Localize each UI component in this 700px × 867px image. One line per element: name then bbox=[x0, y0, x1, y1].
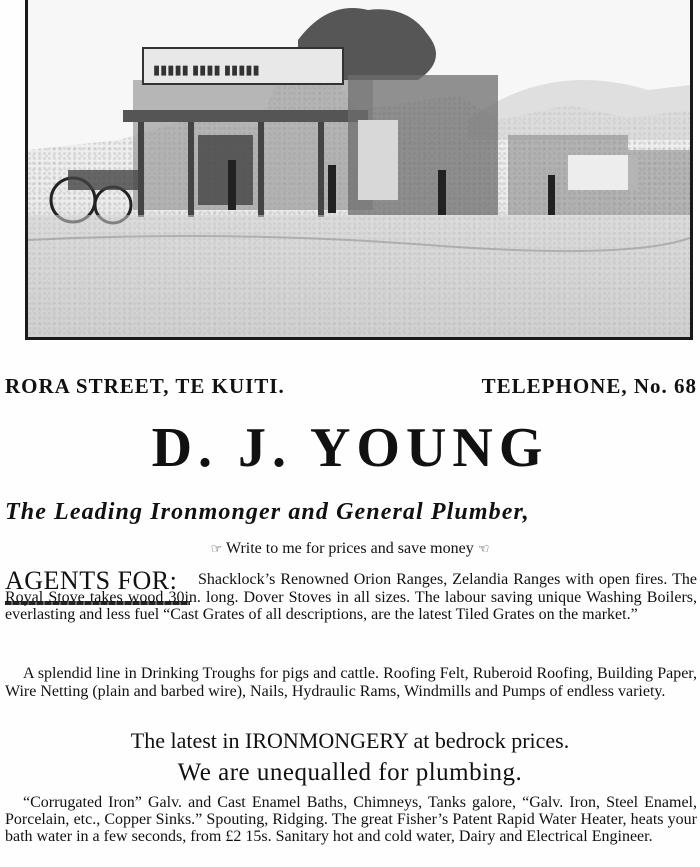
agents-paragraph: Shacklock’s Renowned Orion Ranges, Zelandia Ranges with open fires. The Royal Stove takes wood 30in. long. Dover Stoves in all sizes. The labour saving unique Washing Boilers, everlasting and less fuel “Cast Grates of all descriptions, are the latest Tiled Grates on the market.” bbox=[5, 571, 697, 623]
telephone-number: TELEPHONE, No. 68 bbox=[481, 374, 697, 398]
shop-photograph-icon bbox=[28, 0, 690, 337]
tagline: The Leading Ironmonger and General Plumber, bbox=[5, 499, 530, 525]
write-line bbox=[0, 540, 700, 558]
shop-photograph bbox=[25, 0, 693, 340]
business-name: D. J. YOUNG bbox=[151, 417, 549, 479]
plumbing-paragraph: “Corrugated Iron” Galv. and Cast Enamel Baths, Chimneys, Tanks galore, “Galv. Iron, Steel Enamel, Porcelain, etc., Copper Sinks.” Spouting, Ridging. The great Fisher’s Patent Rapid Water Heater, heats your bath water in a few seconds, from £2 15s. Sanitary hot and cold water, Dairy and Electrical Engineer. bbox=[5, 794, 697, 845]
street-address: RORA STREET, TE KUITI. bbox=[5, 374, 285, 398]
headline-plumbing: We are unequalled for plumbing. bbox=[177, 759, 523, 786]
products-paragraph: A splendid line in Drinking Troughs for pigs and cattle. Roofing Felt, Ruberoid Roofing, Building Paper, Wire Netting (plain and barbed wire), Nails, Hydraulic Rams, Windmills and Pumps of endless variety. bbox=[5, 665, 697, 700]
address-line bbox=[5, 374, 697, 399]
agents-label: AGENTS FOR: bbox=[5, 566, 178, 595]
pointing-hand-icon: ☜ bbox=[477, 541, 490, 556]
pointing-hand-icon: ☞ bbox=[210, 541, 223, 556]
headline-ironmongery: The latest in IRONMONGERY at bedrock prices. bbox=[130, 728, 570, 753]
svg-text:▮▮▮▮▮ ▮▮▮▮ ▮▮▮▮▮: ▮▮▮▮▮ ▮▮▮▮ ▮▮▮▮▮ bbox=[153, 62, 260, 77]
write-line-text: Write to me for prices and save money bbox=[226, 540, 474, 557]
